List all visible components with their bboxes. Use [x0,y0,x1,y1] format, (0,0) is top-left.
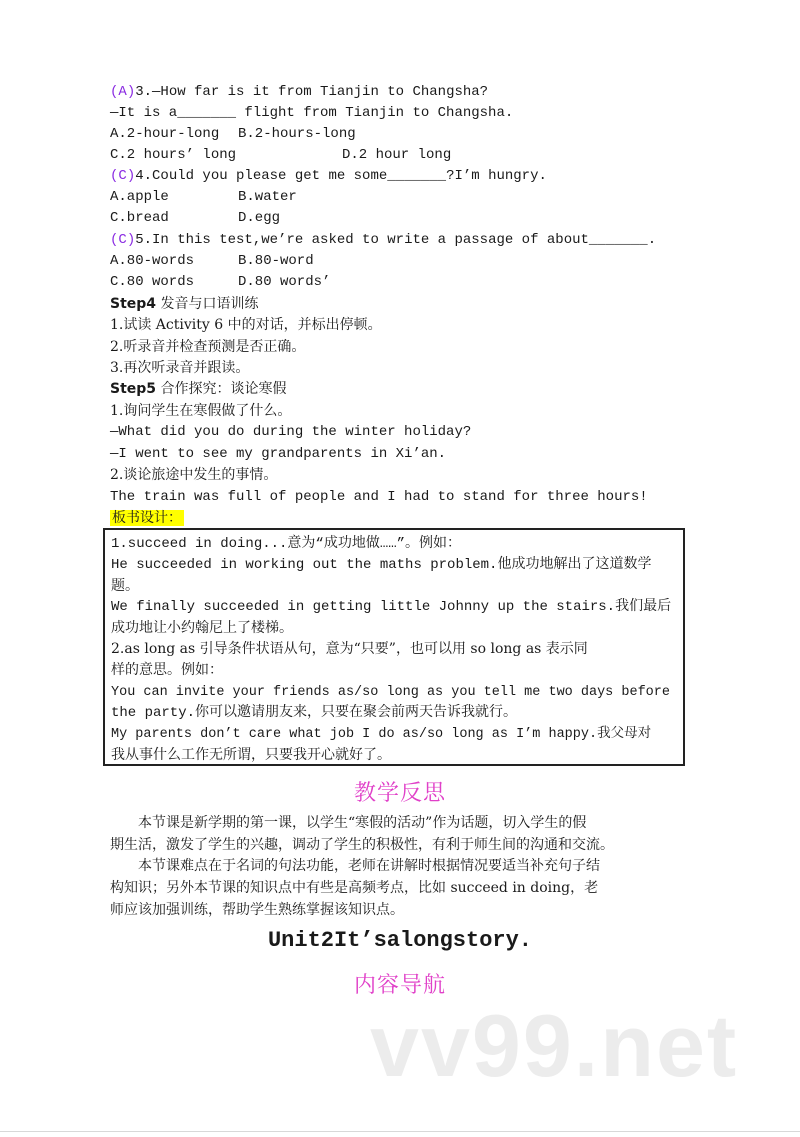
step4-item: 1.试读 Activity 6 中的对话，并标出停顿。 [110,317,382,333]
reflection-paragraph-1: 本节课是新学期的第一课，以学生“寒假的活动”作为话题，切入学生的假 期生活，激发了学生的兴趣，调动了学生的积极性，有利于师生间的沟通和交流。 [110,815,614,853]
board-design-label: 板书设计： [112,510,182,526]
question-3-options-ab: A.2-hour-long B.2-hours-long [110,126,356,142]
question-4-options-cd: C.bread D.egg [110,210,281,226]
step5-item: The train was full of people and I had to stand for three hours! [110,489,648,505]
page-bottom-divider [0,1131,800,1132]
board-line: You can invite your friends as/so long as you tell me two days before [111,685,670,700]
board-line: My parents don’t care what job I do as/so long as I’m happy.我父母对 [111,727,652,742]
board-line: 2.as long as 引导条件状语从句，意为“只要”，也可以用 so long as 表示同 [111,641,588,657]
board-line: 样的意思。例如： [111,662,223,678]
unit-title: Unit2It’salongstory. [267,928,533,953]
board-line: We finally succeeded in getting little Johnny up the stairs.我们最后 [111,599,672,615]
question-4: (C)4.Could you please get me some_______?I’m hungry. [110,168,547,184]
board-line: He succeeded in working out the maths problem.他成功地解出了这道数学 [111,557,652,573]
step5-heading: Step5 合作探究：谈论寒假 [110,381,287,397]
step5-item: —What did you do during the winter holiday? [110,424,472,440]
question-4-options-ab: A.apple B.water [110,189,297,205]
step4-item: 2.听录音并检查预测是否正确。 [110,339,306,355]
question-5-options-cd: C.80 words D.80 words’ [110,274,331,290]
answer-4: C [118,168,127,184]
board-line: 题。 [111,578,139,594]
board-line: the party.你可以邀请朋友来，只要在聚会前两天告诉我就行。 [111,705,518,721]
answer-3: A [118,84,127,100]
step4-item: 3.再次听录音并跟读。 [110,360,250,376]
reflection-paragraph-2: 本节课难点在于名词的句法功能，老师在讲解时根据情况要适当补充句子结 构知识；另外本节课的知识点中有些是高频考点，比如 succeed in doing，老 师应该加强训练，帮助学生熟练掌握该知识点。 [110,858,600,918]
board-design-box [103,528,685,766]
step5-item: —I went to see my grandparents in Xi’an. [110,446,447,462]
reflection-heading: 教学反思 [353,781,446,806]
step5-item: 1.询问学生在寒假做了什么。 [110,403,292,419]
question-3: (A)3.—How far is it from Tianjin to Changsha? [110,84,489,100]
step4-heading: Step4 发音与口语训练 [110,296,259,312]
question-5: (C)5.In this test,we’re asked to write a passage of about_______. [110,232,657,248]
content-nav-heading: 内容导航 [353,973,446,998]
watermark: vv99.net [370,996,739,1095]
question-3-options-cd: C.2 hours’ long D.2 hour long [110,147,452,163]
board-line: 我从事什么工作无所谓，只要我开心就好了。 [111,747,391,763]
question-5-options-ab: A.80-words B.80-word [110,253,314,269]
board-line: 1.succeed in doing...意为“成功地做……”。例如： [111,536,462,552]
board-line: 成功地让小约翰尼上了楼梯。 [111,620,293,636]
step5-item: 2.谈论旅途中发生的事情。 [110,467,278,483]
question-3-reply: —It is a_______ flight from Tianjin to Changsha. [110,105,514,121]
answer-5: C [118,232,127,248]
